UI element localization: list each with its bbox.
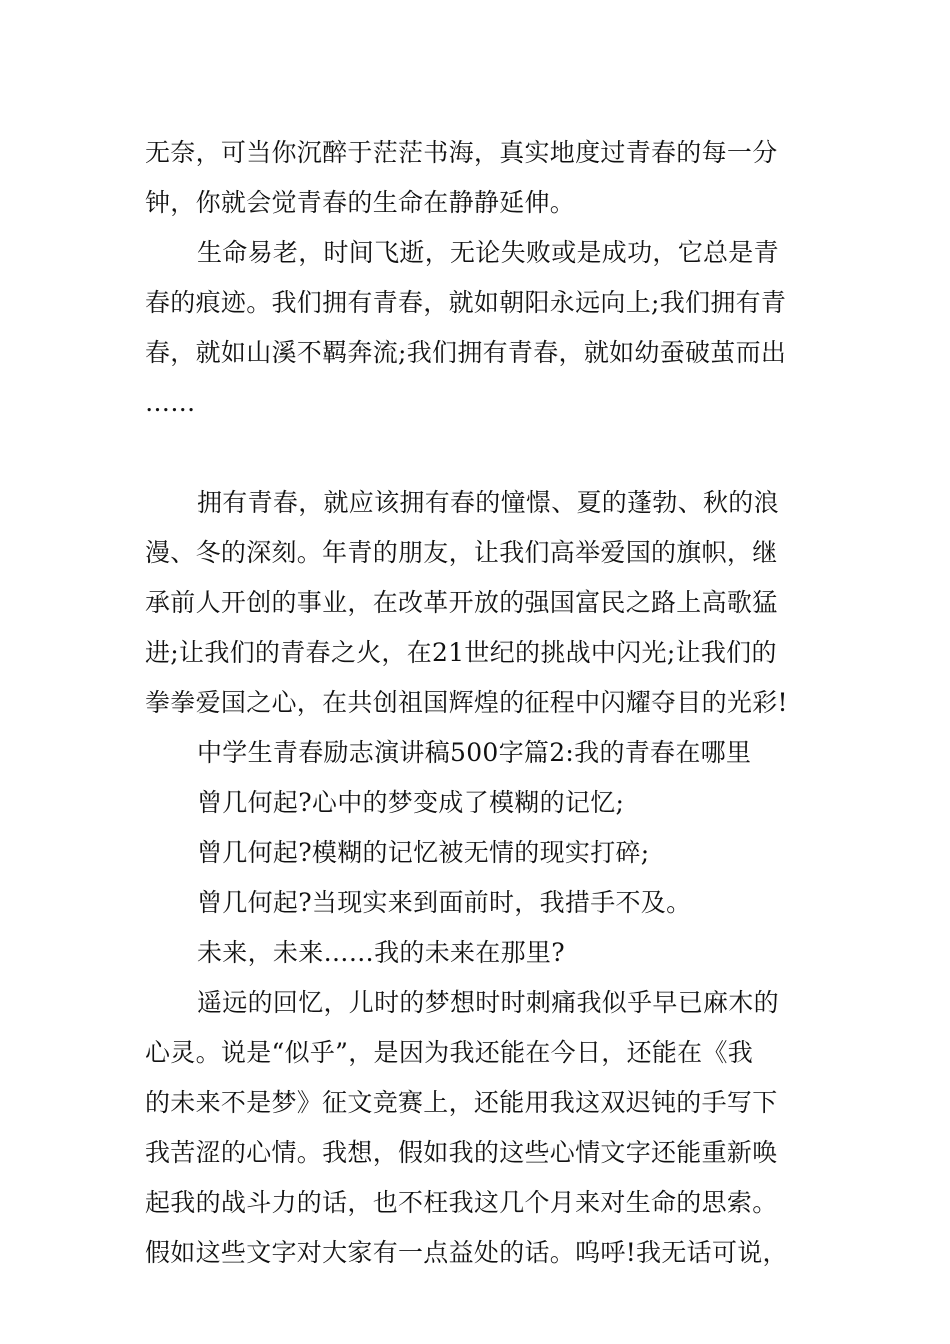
text-line: 春的痕迹。我们拥有青春，就如朝阳永远向上;我们拥有青: [145, 288, 787, 317]
section-heading: 中学生青春励志演讲稿500字篇2:我的青春在哪里: [197, 738, 752, 767]
text-line: 我苦涩的心情。我想，假如我的这些心情文字还能重新唤: [145, 1138, 778, 1167]
text-line: 未来，未来……我的未来在那里?: [197, 938, 565, 967]
text-line: 钟，你就会觉青春的生命在静静延伸。: [145, 188, 576, 217]
text-line: 拳拳爱国之心，在共创祖国辉煌的征程中闪耀夺目的光彩!: [145, 688, 788, 717]
text-line: 的未来不是梦》征文竞赛上，还能用我这双迟钝的手写下: [145, 1088, 778, 1117]
text-line: ……: [145, 388, 196, 417]
document-body: [145, 128, 807, 1278]
text-line: 承前人开创的事业，在改革开放的强国富民之路上高歌猛: [145, 588, 778, 617]
text-line: 曾几何起?当现实来到面前时，我措手不及。: [197, 888, 692, 917]
text-line: 假如这些文字对大家有一点益处的话。呜呼!我无话可说，: [145, 1238, 788, 1267]
text-line: 生命易老，时间飞逝，无论失败或是成功，它总是青: [197, 238, 779, 267]
text-line: 起我的战斗力的话，也不枉我这几个月来对生命的思索。: [145, 1188, 778, 1217]
text-line: 曾几何起?心中的梦变成了模糊的记忆;: [197, 788, 625, 817]
text-line: 漫、冬的深刻。年青的朋友，让我们高举爱国的旗帜，继: [145, 538, 778, 567]
text-line: 拥有青春，就应该拥有春的憧憬、夏的蓬勃、秋的浪: [197, 488, 779, 517]
text-line: 曾几何起?模糊的记忆被无情的现实打碎;: [197, 838, 650, 867]
paragraph-gap: [145, 428, 807, 478]
text-line: 无奈，可当你沉醉于茫茫书海，真实地度过青春的每一分: [145, 138, 778, 167]
text-line: 春，就如山溪不羁奔流;我们拥有青春，就如幼蚕破茧而出: [145, 338, 787, 367]
text-line: 遥远的回忆，儿时的梦想时时刺痛我似乎早已麻木的: [197, 988, 779, 1017]
text-line: 心灵。说是“似乎”，是因为我还能在今日，还能在《我: [145, 1038, 754, 1067]
text-line: 进;让我们的青春之火，在21世纪的挑战中闪光;让我们的: [145, 638, 777, 667]
